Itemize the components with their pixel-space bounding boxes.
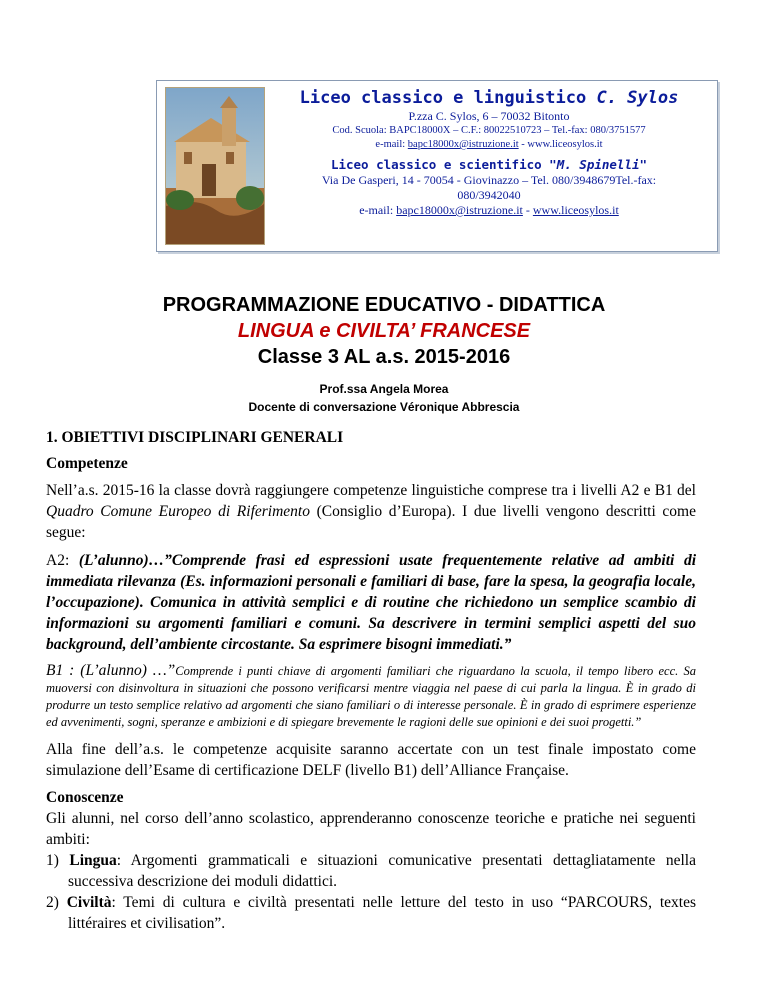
section-heading: 1. OBIETTIVI DISCIPLINARI GENERALI <box>46 429 344 446</box>
document-body <box>46 428 696 934</box>
school-painting-image <box>166 88 264 244</box>
document-title-block <box>0 292 768 370</box>
school1-name: Liceo classico e linguistico C. Sylos <box>299 88 679 108</box>
teachers-block <box>0 380 768 416</box>
b1-description: B1 : (L’alunno) …”Comprende i punti chiave di argomenti familiari che riguardano la scuola, il tempo libero ecc. Sa muoversi con disinvoltura in situazioni che possono verificarsi mentre viaggia nel paese di cui parla la lingua. È in grado di produrre un testo semplice relativo ad argomenti che siano familiari o di interesse personale. È in grado di esprimere esperienze ed avvenimenti, sogni, speranze e ambizioni e di spiegare brevemente le ragioni delle sue opinioni e dei suoi progetti.” <box>46 662 696 729</box>
list-item: 2) Civiltà: Temi di cultura e civiltà presentati nelle letture del testo in uso “PARCOURS, textes littéraires et civilisation”. <box>46 894 696 932</box>
school2-address-line2: 080/3942040 <box>457 188 521 202</box>
competenze-heading: Competenze <box>46 455 128 472</box>
school1-contact: e-mail: bapc18000x@istruzione.it - www.liceosylos.it <box>375 139 603 150</box>
conoscenze-paragraph: Gli alunni, nel corso dell’anno scolastico, apprenderanno conoscenze teoriche e pratiche nei seguenti ambiti: <box>46 810 696 848</box>
school2-address-line1: Via De Gasperi, 14 - 70054 - Giovinazzo – Tel. 080/3948679Tel.-fax: <box>321 173 657 187</box>
school-building-painting <box>165 87 265 245</box>
school2-web-link[interactable]: www.liceosylos.it <box>532 203 619 217</box>
class-title: Classe 3 AL a.s. 2015-2016 <box>257 346 511 368</box>
school2-email-link[interactable]: bapc18000x@istruzione.it <box>396 203 523 217</box>
school2-contact: e-mail: bapc18000x@istruzione.it - www.liceosylos.it <box>359 203 619 217</box>
subject-title: LINGUA e CIVILTA’ FRANCESE <box>237 320 531 342</box>
school1-email-link[interactable]: bapc18000x@istruzione.it <box>407 139 519 150</box>
teacher-name: Prof.ssa Angela Morea <box>319 382 449 396</box>
school1-address: P.zza C. Sylos, 6 – 70032 Bitonto <box>408 109 570 123</box>
list-item: 1) Lingua: Argomenti grammaticali e situazioni comunicative presentati dettagliatamente nella successiva descrizione dei moduli didattici. <box>46 852 696 890</box>
school1-web-link[interactable]: www.liceosylos.it <box>527 139 603 150</box>
conoscenze-heading: Conoscenze <box>46 789 124 806</box>
competenze-paragraph: Nell’a.s. 2015-16 la classe dovrà raggiungere competenze linguistiche comprese tra i livelli A2 e B1 del Quadro Comune Europeo di Riferimento (Consiglio d’Europa). I due livelli vengono descritti come segue: <box>46 482 696 541</box>
document-title: PROGRAMMAZIONE EDUCATIVO - DIDATTICA <box>162 294 606 316</box>
certification-paragraph: Alla fine dell’a.s. le competenze acquisite saranno accertate con un test finale impostato come simulazione dell’Esame di certificazione DELF (livello B1) dell’Alliance Française. <box>46 741 696 779</box>
school2-name: Liceo classico e scientifico "M. Spinelli" <box>330 157 648 172</box>
letterhead <box>156 80 718 252</box>
conversation-teacher: Docente di conversazione Véronique Abbrescia <box>248 400 520 414</box>
knowledge-list <box>46 850 696 934</box>
letterhead-text <box>267 87 711 218</box>
school1-codes: Cod. Scuola: BAPC18000X – C.F.: 80022510723 – Tel.-fax: 080/3751577 <box>332 125 646 136</box>
a2-description: A2: (L’alunno)…”Comprende frasi ed espressioni usate frequentemente relative ad ambiti di immediata rilevanza (Es. informazioni personali e familiari di base, fare la spesa, la geografia locale, l’occupazione). Comunica in attività semplici e di routine che richiedono un semplice scambio di informazioni su argomenti familiari e comuni. Sa descrivere in termini semplici aspetti del suo background, dell’ambiente circostante. Sa esprimere bisogni immediati.” <box>46 552 697 653</box>
